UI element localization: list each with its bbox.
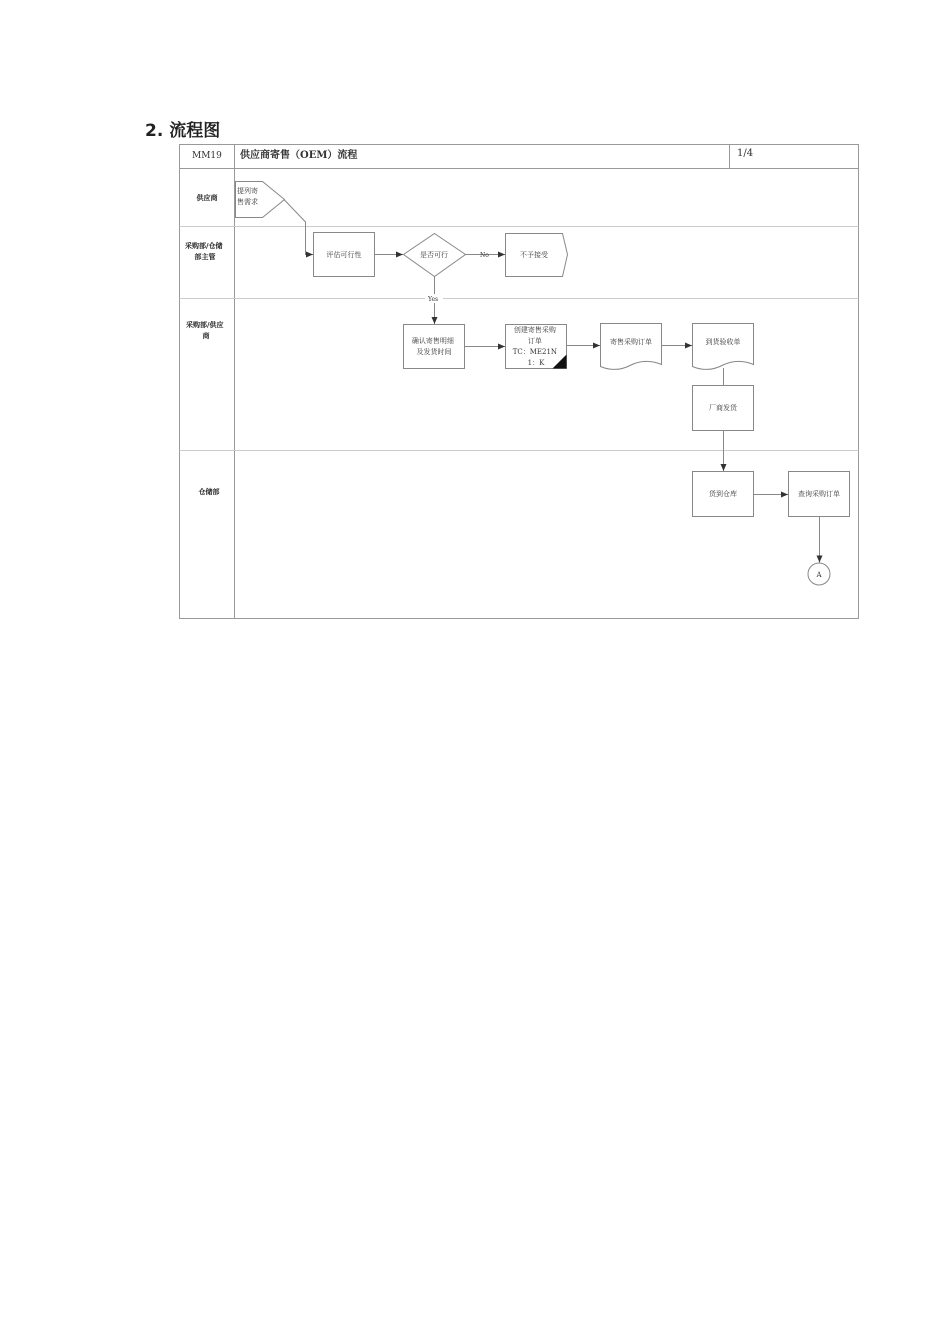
- check-po-node-label: 查询采购订单: [798, 490, 840, 498]
- receipt-document-label: 到货验收单: [705, 338, 741, 346]
- process-title: 供应商寄售（OEM）流程: [240, 150, 358, 161]
- po-document-label: 寄售采购订单: [610, 338, 652, 346]
- page-number: 1/4: [737, 148, 754, 159]
- evaluate-node-label: 评估可行性: [326, 251, 362, 259]
- receipt-document-node: [693, 324, 754, 370]
- decision-node-label: 是否可行: [420, 251, 448, 259]
- edge-yes-label: Yes: [428, 296, 439, 303]
- arrive-node-label: 货到仓库: [709, 490, 737, 498]
- reject-node-label: 不予接受: [520, 251, 548, 259]
- confirm-node-label: 确认寄售明细 及发货时间: [411, 337, 454, 356]
- confirm-node: [404, 325, 465, 369]
- create-po-node-label: 创建寄售采购 订单 TC：ME21N 1：K: [512, 326, 558, 367]
- lane-supplier: 供应商: [196, 194, 218, 202]
- lane-purchasing-supplier: 采购部/供应 商: [186, 321, 224, 340]
- connector-a-label: A: [816, 571, 822, 579]
- lane-purchasing-warehouse-manager: 采购部/仓储 部主管: [185, 242, 223, 261]
- ship-node-label: 厂商发货: [709, 404, 737, 412]
- section-heading: 2. 流程图: [145, 121, 221, 141]
- process-code: MM19: [192, 151, 222, 161]
- lane-warehouse: 仓储部: [198, 488, 220, 496]
- start-node-label: 提列寄 售需求: [237, 187, 258, 206]
- diagram-frame: [180, 145, 859, 619]
- po-document-node: [601, 324, 662, 370]
- edge-no-label: No: [480, 252, 489, 259]
